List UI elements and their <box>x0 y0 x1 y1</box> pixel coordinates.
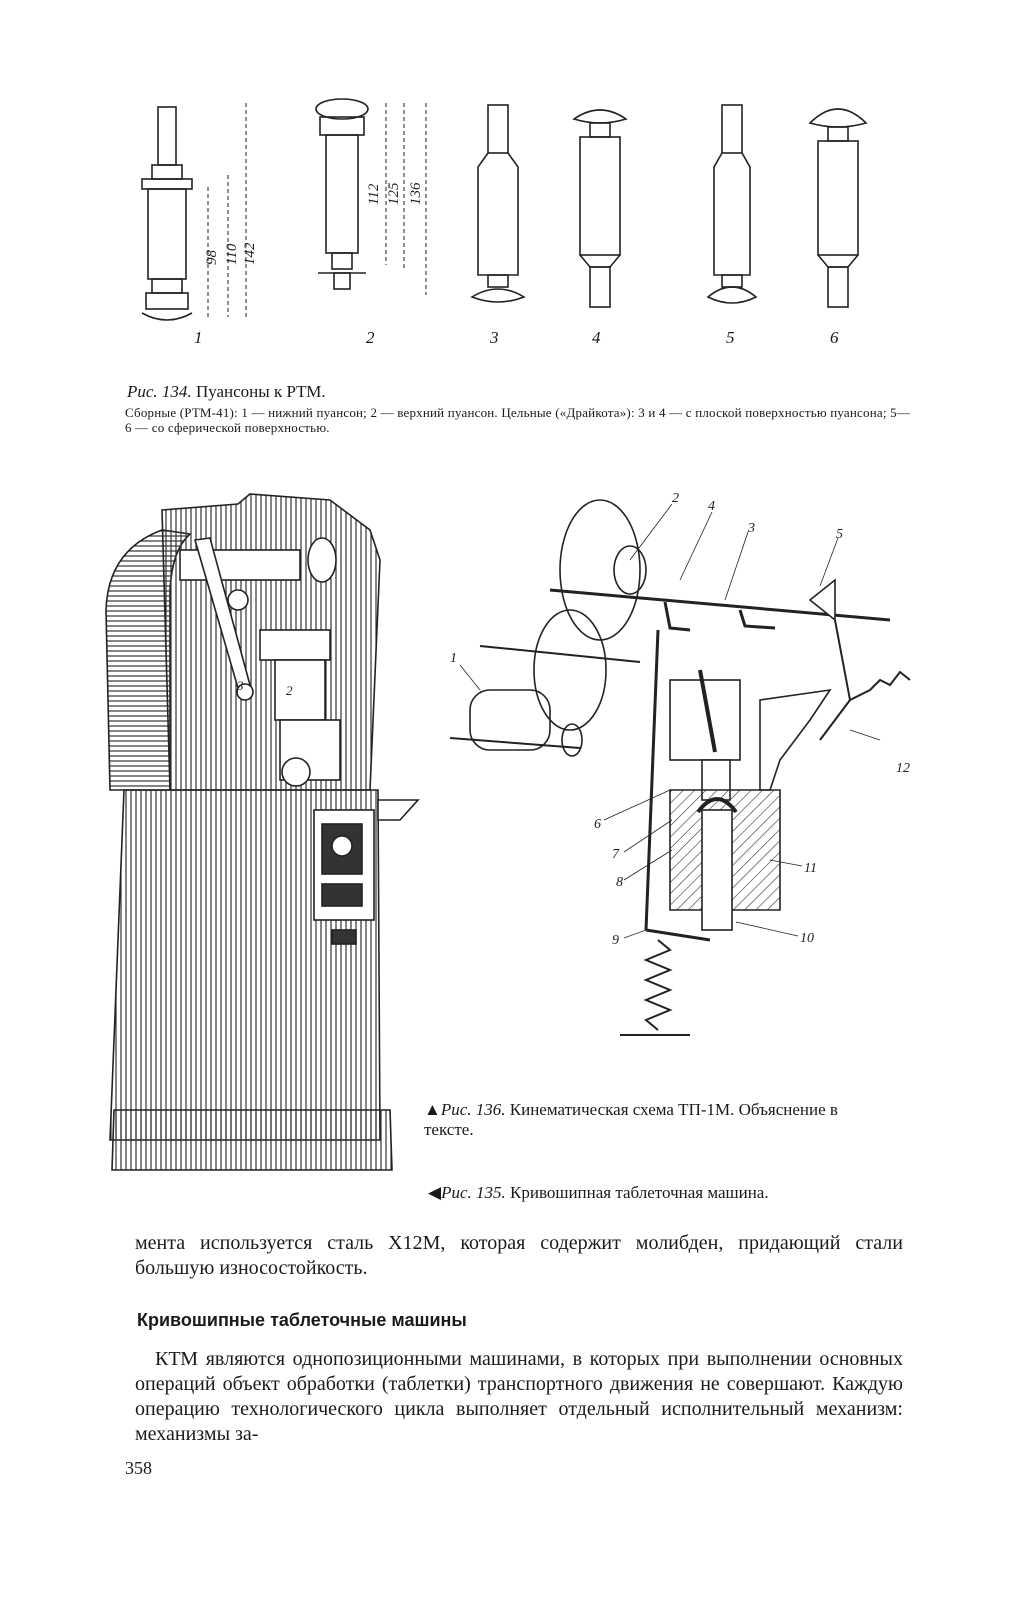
dim-110: 110 <box>224 243 240 265</box>
punch-3-drawing <box>472 105 524 302</box>
punch-1-drawing <box>142 107 192 320</box>
punch-6-drawing <box>810 109 866 307</box>
fig134-caption-text: Сборные (РТМ-41): 1 — нижний пуансон; 2 — верхний пуансон. Цельные («Драйкота»): 3 и 4 — с плоской поверхностью пуансона; 5—6 — со сферической поверхностью. <box>125 405 910 435</box>
fig136-caption-text: Кинематическая схема ТП-1М. Объяснение в тексте. <box>424 1100 838 1139</box>
dim-112: 112 <box>366 183 382 205</box>
machine-label-3: 3 <box>237 678 244 693</box>
fig135-caption-label: Рис. 135. <box>441 1183 506 1202</box>
paragraph-1: мента используется сталь Х12М, которая содержит молибден, придающий стали большую износостойкость. <box>135 1232 903 1279</box>
scheme-label-2: 2 <box>672 491 679 506</box>
scheme-label-8: 8 <box>616 875 623 890</box>
figure-136-kinematic-scheme <box>440 490 940 1070</box>
fig134-label-2: 2 <box>366 328 375 347</box>
fig135-caption-text: Кривошипная таблеточная машина. <box>510 1183 769 1202</box>
punch-5-drawing <box>708 105 756 303</box>
triangle-left-icon: ◀ <box>428 1183 442 1202</box>
dim-136: 136 <box>408 182 424 205</box>
paragraph-2: КТМ являются однопозиционными машинами, в которых при выполнении основных операций объект обработки (таблетки) транспортного движения не совершают. Каждую операцию технологического цикла выполняет отдельный исполнительный механизм: механизмы за- <box>135 1348 903 1445</box>
fig134-caption-title <box>127 382 907 402</box>
fig134-label-6: 6 <box>830 328 839 347</box>
scheme-label-5: 5 <box>836 527 843 542</box>
fig135-caption <box>428 1183 898 1203</box>
fig134-caption-label: Рис. 134. <box>127 382 192 401</box>
scheme-label-12: 12 <box>896 761 910 776</box>
scheme-label-10: 10 <box>800 931 814 946</box>
machine-label-2: 2 <box>286 683 293 698</box>
punch-1-dimension-lines <box>208 103 246 317</box>
dim-98: 98 <box>204 250 220 265</box>
page-number: 358 <box>125 1458 152 1478</box>
punch-4-drawing <box>574 110 626 307</box>
fig136-caption-label: Рис. 136. <box>440 1100 506 1119</box>
scheme-label-4: 4 <box>708 499 715 514</box>
fig134-label-5: 5 <box>726 328 735 347</box>
scheme-label-6: 6 <box>594 817 601 832</box>
fig134-label-3: 3 <box>490 328 499 347</box>
scheme-label-1: 1 <box>450 651 457 666</box>
fig134-label-4: 4 <box>592 328 601 347</box>
fig134-caption-heading: Пуансоны к РТМ. <box>195 382 326 401</box>
dim-125: 125 <box>386 182 402 205</box>
scheme-label-3: 3 <box>748 521 755 536</box>
triangle-up-icon: ▲ <box>424 1100 441 1119</box>
fig136-caption <box>424 1100 869 1140</box>
scheme-label-11: 11 <box>804 861 817 876</box>
figure-134-punches <box>120 95 920 355</box>
scheme-label-7: 7 <box>612 847 619 862</box>
fig134-label-1: 1 <box>194 328 203 347</box>
dim-142: 142 <box>242 242 258 265</box>
figure-135-machine <box>100 490 430 1190</box>
section-heading: Кривошипные таблеточные машины <box>137 1310 467 1330</box>
scheme-label-9: 9 <box>612 933 619 948</box>
punch-2-drawing <box>316 99 368 289</box>
